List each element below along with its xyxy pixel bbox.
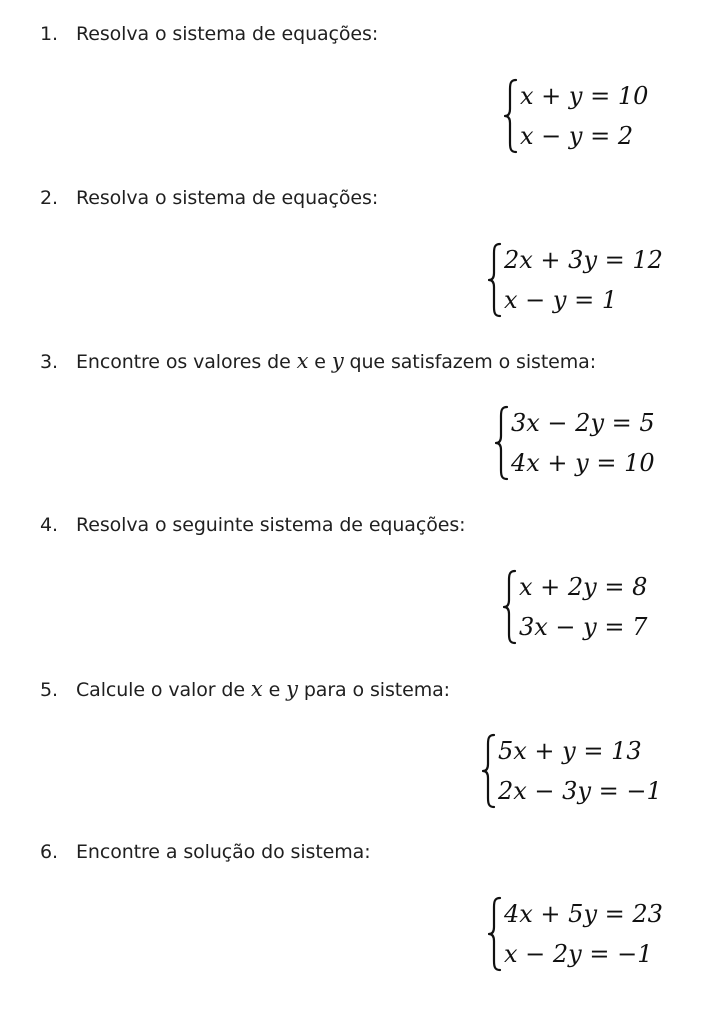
prompt-text-part: Calcule o valor de [76,679,251,701]
equation-2: 4x + y = 10 [511,449,655,477]
prompt-text: Resolva o sistema de equações: [76,187,379,209]
left-brace-icon [482,733,496,809]
problem-prompt [40,840,371,864]
equation-1: 4x + 5y = 23 [504,900,663,928]
left-brace-icon [488,242,502,318]
equation-1: 5x + y = 13 [498,737,642,765]
problem-prompt [40,186,378,210]
equation-system [482,733,662,809]
equation-1: 3x − 2y = 5 [511,409,655,437]
left-brace-icon [495,405,509,481]
problem-number: 3. [40,351,58,373]
equations-list [496,733,662,809]
left-brace-icon [504,78,518,154]
equation-2: 3x − y = 7 [519,613,648,641]
equation-1: 2x + 3y = 12 [504,246,663,274]
problem-prompt [40,22,378,46]
equation-system [488,242,663,318]
problem-number: 6. [40,841,58,863]
prompt-text-part: que satisfazem o sistema: [343,351,597,373]
equation-1: x + 2y = 8 [519,573,648,601]
problem-number: 1. [40,23,58,45]
prompt-text-part: e [308,351,332,373]
equation-2: 2x − 3y = −1 [498,777,662,805]
prompt-text-part: Encontre os valores de [76,351,297,373]
variable-x: x [296,349,309,373]
problem-1 [0,0,718,164]
problem-5 [0,655,718,819]
problem-2 [0,164,718,328]
equation-system [504,78,648,154]
problem-number: 5. [40,679,58,701]
prompt-text-part: para o sistema: [297,679,450,701]
equations-list [509,405,655,481]
problem-number: 4. [40,514,58,536]
problem-prompt [40,349,596,374]
equation-2: x − y = 2 [520,122,634,150]
equations-list [518,78,648,154]
equation-system [503,569,647,645]
prompt-text: Encontre a solução do sistema: [76,841,371,863]
equations-list [517,569,647,645]
variable-x: x [250,677,263,701]
equation-system [488,896,663,972]
left-brace-icon [488,896,502,972]
problem-6 [0,818,718,982]
equations-list [502,242,663,318]
variable-y: y [331,349,344,373]
problem-3 [0,327,718,491]
left-brace-icon [503,569,517,645]
problem-4 [0,491,718,655]
equation-2: x − y = 1 [504,286,618,314]
problem-prompt [40,677,450,702]
equation-1: x + y = 10 [520,82,649,110]
prompt-text-part: e [262,679,287,701]
prompt-text: Resolva o seguinte sistema de equações: [76,514,466,536]
problem-prompt [40,513,465,537]
prompt-text: Resolva o sistema de equações: [76,23,379,45]
variable-y: y [286,677,298,701]
problem-number: 2. [40,187,58,209]
equation-system [495,405,655,481]
equations-list [502,896,663,972]
equation-2: x − 2y = −1 [504,940,653,968]
